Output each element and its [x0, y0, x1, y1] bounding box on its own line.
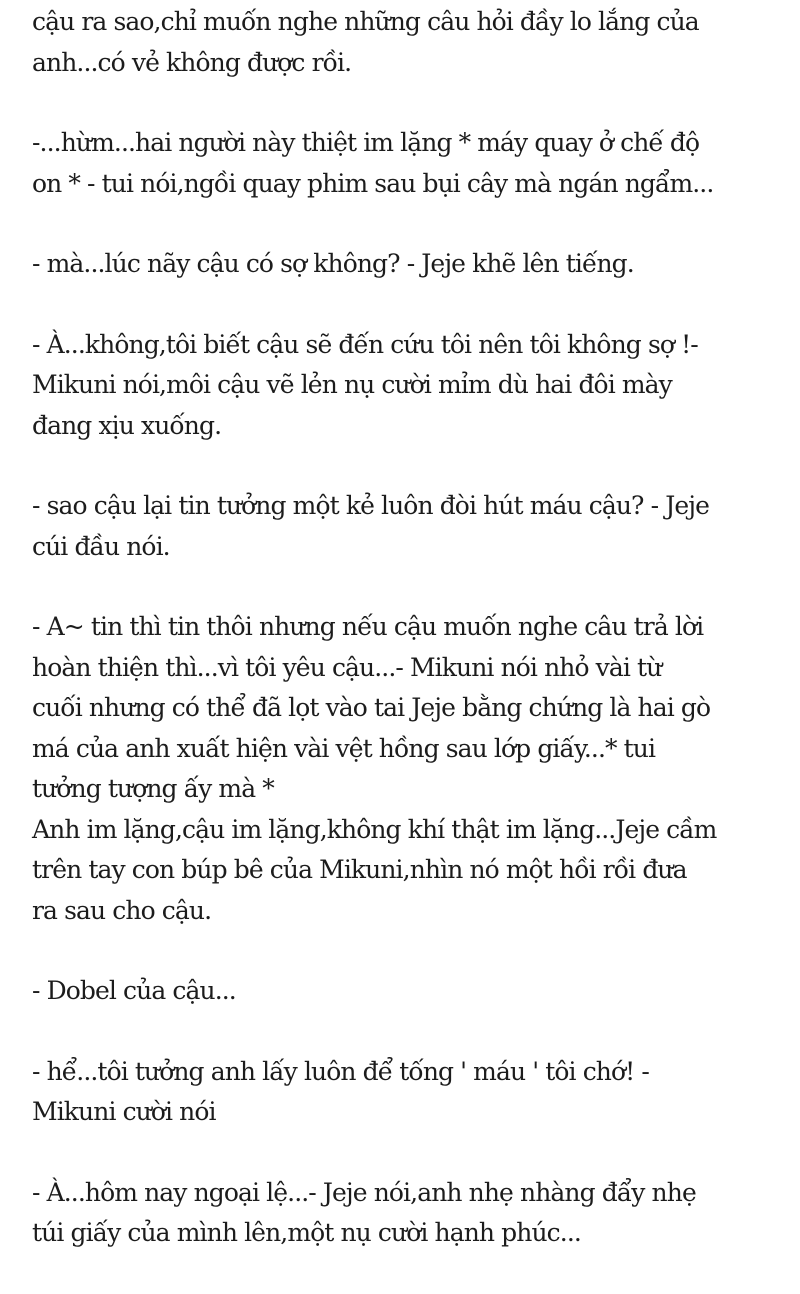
paragraph: - Dobel của cậu... [32, 976, 236, 1005]
paragraph: - sao cậu lại tin tưởng một kẻ luôn đòi hút máu cậu? - Jeje cúi đầu nói. [32, 491, 709, 561]
story-text [32, 2, 772, 1294]
paragraph: cậu ra sao,chỉ muốn nghe những câu hỏi đầy lo lắng của anh...có vẻ không được rồi. [32, 7, 699, 77]
paragraph: - À...hôm nay ngoại lệ...- Jeje nói,anh nhẹ nhàng đẩy nhẹ túi giấy của mình lên,một nụ cười hạnh phúc... [32, 1177, 696, 1247]
paragraph: -...hừm...hai người này thiệt im lặng * máy quay ở chế độ on * - tui nói,ngồi quay phim sau bụi cây mà ngán ngẩm... [32, 128, 714, 198]
paragraph: Anh im lặng,cậu im lặng,không khí thật im lặng...Jeje cầm trên tay con búp bê của Mikuni,nhìn nó một hồi rồi đưa ra sau cho cậu. [32, 814, 717, 925]
paragraph: - mà...lúc nãy cậu có sợ không? - Jeje khẽ lên tiếng. [32, 249, 634, 278]
paragraph: - hể...tôi tưởng anh lấy luôn để tống ' máu ' tôi chớ! - Mikuni cười nói [32, 1056, 649, 1126]
paragraph: - À...không,tôi biết cậu sẽ đến cứu tôi nên tôi không sợ !- Mikuni nói,môi cậu vẽ lẻn nụ cười mỉm dù hai đôi mày đang xịu xuống. [32, 329, 698, 440]
paragraph: - A~ tin thì tin thôi nhưng nếu cậu muốn nghe câu trả lời hoàn thiện thì...vì tôi yêu cậu...- Mikuni nói nhỏ vài từ cuối nhưng có thể đã lọt vào tai Jeje bằng chứng là hai gò má của anh xuất hiện vài vệt hồng sau lớp giấy...* tui tưởng tượng ấy mà * [32, 612, 711, 803]
